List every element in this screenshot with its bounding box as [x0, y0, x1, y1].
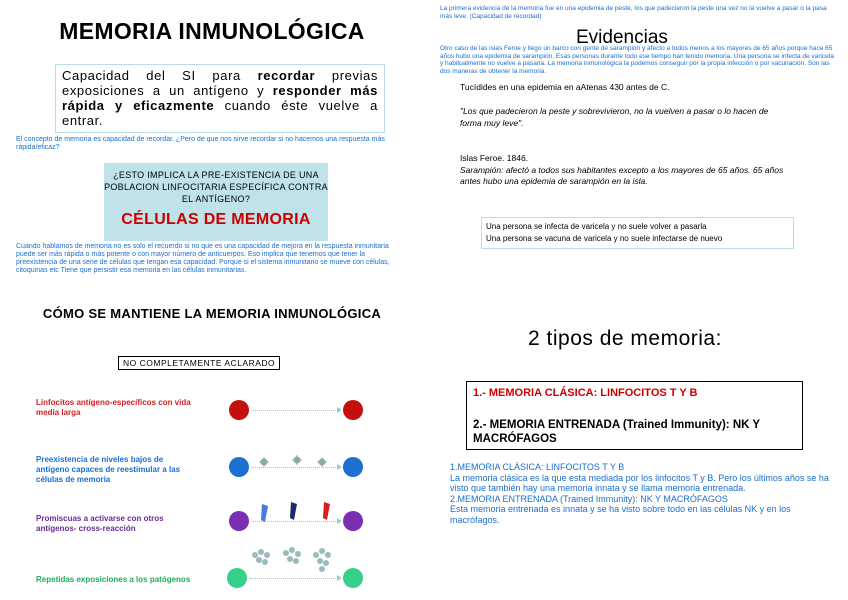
- memory-cells-title: CÉLULAS DE MEMORIA: [121, 211, 311, 228]
- pathogen-cluster-icons: [250, 547, 340, 577]
- dotted-arrow: [252, 410, 338, 411]
- memory-types-box: [466, 381, 803, 450]
- definition-text: Capacidad del SI para: [62, 68, 258, 83]
- cell-circle: [229, 457, 249, 477]
- mechanism-label: Promiscuas a activarse con otros antígenos- cross-reacción: [36, 514, 164, 533]
- arrowhead: [337, 407, 342, 413]
- arrowhead: [337, 464, 342, 470]
- definition-bold: recordar: [257, 68, 316, 83]
- speaker-note: Cuando hablamos de memoria no es solo el recuerdo si no que es una capacidad de mejora en la respuesta inmunitaria puede ser más rápida o más potente o con mayor número de anticuerpos. Eso implica que tenemos que tener la preexistencia de una serie de células que tengan esa capacidad. Porque si el sistema inmunitario se mueve con células, citoquinas etc Tiene que persistir esa memoria en las células inmunitarias.: [16, 243, 390, 274]
- speaker-note: El concepto de memoria es capacidad de recordar. ¿Pero de que nos sirve recordar si no hacemos una respuesta más rápida/eficaz?: [16, 136, 385, 151]
- note-heading: 2.MEMORIA ENTRENADA (Trained Immunity): NK Y MACRÓFAGOS: [450, 493, 728, 504]
- cell-circle: [343, 511, 363, 531]
- evidence-title: Evidencias: [576, 27, 668, 48]
- note-heading: 1.MEMORIA CLÁSICA: LINFOCITOS T Y B: [450, 462, 625, 472]
- cell-circle: [343, 457, 363, 477]
- islas-text: Sarampión: afectó a todos sus habitantes excepto a los mayores de 65 años. 65 años antes hubo una epidemia de sarampión en la isla.: [460, 165, 784, 186]
- preexistence-question: ¿ESTO IMPLICA LA PRE-EXISTENCIA DE UNA POBLACION LINFOCITARIA ESPECÍFICA CONTRA EL ANTÍGENO?: [104, 170, 328, 204]
- definition-text: cuando éste vuelve a entrar.: [62, 98, 378, 128]
- memory-types-title: 2 tipos de memoria:: [528, 327, 722, 350]
- islas-heading: Islas Feroe. 1846.: [460, 153, 529, 163]
- tucidides-heading: Tucídides en una epidemia en aAtenas 430 antes de C.: [460, 82, 670, 92]
- note-text: La memoria clásica es la que esta mediada por los linfocitos T y B. Pero los últimos años se ha visto que también hay una memoria innata y se llama memoria entrenada.: [450, 472, 829, 493]
- mechanism-label: Preexistencia de niveles bajos de antígeno capaces de reestimular a las células de memoria: [36, 455, 181, 484]
- speaker-note: La primera evidencia de la memoria fue en una epidemia de peste, los que padecieron la peste una vez no la vuelve a pasar o la pasa más leve. (Capacidad de recordad): [440, 5, 827, 20]
- not-clear-label: NO COMPLETAMENTE ACLARADO: [118, 356, 280, 370]
- dotted-arrow: [250, 578, 338, 579]
- page-title: MEMORIA INMUNOLÓGICA: [59, 18, 365, 44]
- memory-type-trained: 2.- MEMORIA ENTRENADA (Trained Immunity): NK Y MACRÓFAGOS: [473, 419, 760, 445]
- cell-circle: [227, 568, 247, 588]
- cell-circle: [343, 400, 363, 420]
- antigen-variants-icons: [258, 502, 338, 524]
- memory-type-classic: 1.- MEMORIA CLÁSICA: LINFOCITOS T Y B: [473, 387, 698, 399]
- memory-types-notes: [450, 462, 835, 525]
- varicela-box: [481, 217, 794, 249]
- section-title: CÓMO SE MANTIENE LA MEMORIA INMUNOLÓGICA: [42, 306, 382, 321]
- cell-circle: [343, 568, 363, 588]
- mechanism-label: Linfocitos antígeno-específicos con vida media larga: [36, 398, 191, 417]
- note-text: Esta memoria entrenada es innata y se ha visto sobre todo en las células NK y en los macrófagos.: [450, 504, 791, 525]
- cell-circle: [229, 511, 249, 531]
- memory-cells-box: [104, 163, 328, 241]
- antigen-icons: [258, 455, 330, 469]
- varicela-line: Una persona se vacuna de varicela y no suele infectarse de nuevo: [486, 234, 723, 243]
- speaker-note: Otro caso de las islas Feroe y llego un barco con gente de sarampión y afecto a todos menos a los mayores de 65 años porque hace 65 años hubo una epidemia de sarampión. Esas personas durante todo ese tiempo han tenido memoria. Una persona se infecta de varicela y habitualmente no vuelve a pasarla. La memoria inmunológica la podemos conseguir por la propia infección o por vacunación. Son las dos maneras de obtener la memoria.: [440, 45, 834, 75]
- mechanism-label: Repetidas exposiciones a los patógenos: [36, 575, 191, 584]
- cell-circle: [229, 400, 249, 420]
- definition-bold: responder más rápida y eficazmente: [62, 83, 378, 113]
- varicela-line: Una persona se infecta de varicela y no suele volver a pasarla: [486, 222, 707, 231]
- tucidides-quote: "Los que padecieron la peste y sobrevivieron, no la vuelven a pasar o lo hacen de forma muy leve".: [460, 106, 769, 128]
- definition-text: previas exposiciones a un antígeno y: [62, 68, 378, 98]
- definition-box: [55, 64, 385, 133]
